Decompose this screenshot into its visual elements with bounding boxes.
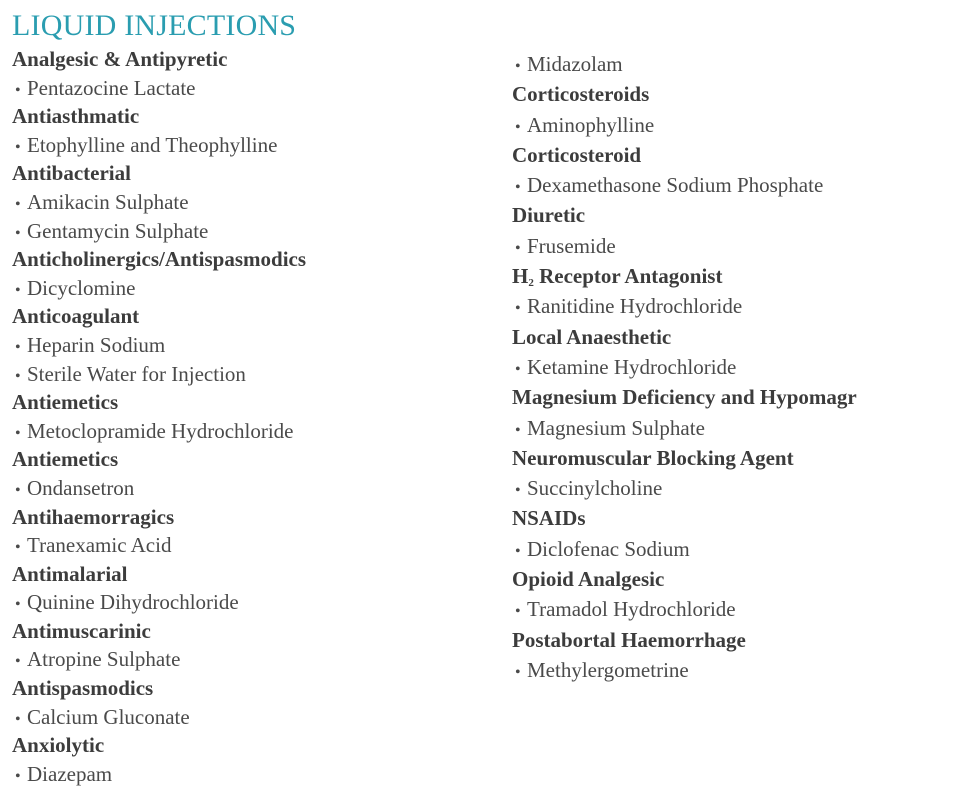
drug-name: Amikacin Sulphate xyxy=(27,189,189,214)
category-heading xyxy=(512,625,872,655)
heading-text: Anticholinergics/Antispasmodics xyxy=(12,247,307,272)
drug-list-item xyxy=(12,531,462,560)
drug-name: Pentazocine Lactate xyxy=(27,75,196,100)
drug-name: Sterile Water for Injection xyxy=(27,361,246,386)
drug-list-item xyxy=(512,49,872,79)
drug-list-item xyxy=(512,170,872,200)
heading-text: Antiemetics xyxy=(12,447,119,472)
drug-name: Aminophylline xyxy=(527,112,655,137)
category-heading xyxy=(12,674,462,703)
category-heading xyxy=(12,45,462,74)
heading-text: Local Anaesthetic xyxy=(512,324,672,349)
bullet-icon: • xyxy=(515,239,521,257)
drug-name: Magnesium Sulphate xyxy=(527,415,705,440)
bullet-icon: • xyxy=(15,195,21,213)
drug-name: Ketamine Hydrochloride xyxy=(527,354,737,379)
drug-name: Metoclopramide Hydrochloride xyxy=(27,418,294,443)
bullet-icon: • xyxy=(15,338,21,356)
bullet-icon: • xyxy=(515,482,521,500)
bullet-icon: • xyxy=(515,118,521,136)
category-heading xyxy=(12,731,462,760)
heading-text: Analgesic & Antipyretic xyxy=(12,47,228,71)
heading-text: Postabortal Haemorrhage xyxy=(512,627,746,652)
drug-list-item xyxy=(12,188,462,217)
drug-name: Ranitidine Hydrochloride xyxy=(527,294,743,319)
left-column xyxy=(12,45,462,788)
bullet-icon: • xyxy=(15,367,21,385)
heading-text: Neuromuscular Blocking Agent xyxy=(512,445,794,470)
category-heading xyxy=(12,388,462,417)
category-heading xyxy=(12,617,462,646)
heading-text: Corticosteroid xyxy=(512,142,642,167)
drug-name: Ondansetron xyxy=(27,475,135,500)
drug-list-item xyxy=(512,534,872,564)
bullet-icon: • xyxy=(15,539,21,557)
drug-name: Gentamycin Sulphate xyxy=(27,218,209,243)
drug-name: Atropine Sulphate xyxy=(27,647,181,672)
category-heading xyxy=(12,159,462,188)
drug-list-item xyxy=(512,110,872,140)
category-heading xyxy=(12,302,462,331)
drug-list-item xyxy=(12,331,462,360)
drug-list-item xyxy=(12,274,462,303)
drug-list-item xyxy=(12,645,462,674)
heading-text: Antimuscarinic xyxy=(12,618,151,643)
heading-suffix: Receptor Antagonist xyxy=(533,264,723,289)
category-heading xyxy=(512,382,872,412)
drug-name: Heparin Sodium xyxy=(27,332,166,357)
heading-text: Antispasmodics xyxy=(12,676,154,701)
drug-list-item xyxy=(12,760,462,789)
page-title: LIQUID INJECTIONS xyxy=(12,9,297,42)
category-heading xyxy=(512,79,872,109)
category-heading xyxy=(12,445,462,474)
drug-list-item xyxy=(12,417,462,446)
category-heading xyxy=(512,322,872,352)
drug-name: Midazolam xyxy=(527,52,623,76)
bullet-icon: • xyxy=(15,596,21,614)
bullet-icon: • xyxy=(515,360,521,378)
heading-text: Diuretic xyxy=(512,203,586,228)
heading-text: Corticosteroids xyxy=(512,82,650,107)
heading-text: Antihaemorragics xyxy=(12,504,175,529)
category-heading xyxy=(512,503,872,533)
drug-list-item xyxy=(12,474,462,503)
drug-list-item xyxy=(12,131,462,160)
heading-subscript: 2 xyxy=(528,277,534,290)
bullet-icon: • xyxy=(15,424,21,442)
drug-name: Calcium Gluconate xyxy=(27,704,190,729)
drug-list-item xyxy=(512,231,872,261)
bullet-icon: • xyxy=(515,300,521,318)
drug-name: Dicyclomine xyxy=(27,275,136,300)
drug-name: Tranexamic Acid xyxy=(27,533,172,558)
bullet-icon: • xyxy=(515,542,521,560)
heading-text: Antiasthmatic xyxy=(12,104,140,129)
drug-list-item xyxy=(512,291,872,321)
bullet-icon: • xyxy=(15,767,21,785)
bullet-icon: • xyxy=(515,603,521,621)
category-heading xyxy=(12,102,462,131)
category-heading xyxy=(12,245,462,274)
drug-name: Succinylcholine xyxy=(527,476,663,501)
category-heading xyxy=(512,261,872,291)
category-heading xyxy=(12,503,462,532)
bullet-icon: • xyxy=(15,281,21,299)
heading-text: Antibacterial xyxy=(12,161,131,186)
drug-name: Tramadol Hydrochloride xyxy=(527,597,736,622)
drug-name: Diazepam xyxy=(27,761,113,786)
category-heading xyxy=(12,560,462,589)
category-heading xyxy=(512,564,872,594)
heading-text: NSAIDs xyxy=(512,506,586,531)
category-heading xyxy=(512,443,872,473)
heading-text: Anticoagulant xyxy=(12,304,140,329)
heading-text: Opioid Analgesic xyxy=(512,567,665,592)
category-heading xyxy=(512,140,872,170)
drug-list-item xyxy=(512,413,872,443)
drug-name: Quinine Dihydrochloride xyxy=(27,590,239,615)
drug-list-item xyxy=(512,655,872,685)
bullet-icon: • xyxy=(515,421,521,439)
heading-text: Antimalarial xyxy=(12,561,128,586)
bullet-icon: • xyxy=(15,653,21,671)
drug-name: Etophylline and Theophylline xyxy=(27,132,278,157)
drug-list-item xyxy=(512,352,872,382)
heading-text: Magnesium Deficiency and Hypomagr xyxy=(512,385,857,410)
drug-name: Frusemide xyxy=(527,233,616,258)
heading-text: H xyxy=(512,264,529,289)
bullet-icon: • xyxy=(15,224,21,242)
drug-list-item xyxy=(512,473,872,503)
drug-list-item xyxy=(12,588,462,617)
bullet-icon: • xyxy=(515,58,521,75)
drug-name: Methylergometrine xyxy=(527,657,689,682)
category-heading xyxy=(512,200,872,230)
drug-list-item xyxy=(12,217,462,246)
drug-list-item xyxy=(12,360,462,389)
bullet-icon: • xyxy=(15,81,21,99)
heading-text: Anxiolytic xyxy=(12,733,105,758)
drug-name: Dexamethasone Sodium Phosphate xyxy=(527,173,824,198)
bullet-icon: • xyxy=(15,138,21,156)
drug-list-item xyxy=(12,703,462,732)
drug-list-item xyxy=(512,594,872,624)
bullet-icon: • xyxy=(515,179,521,197)
heading-text: Antiemetics xyxy=(12,390,119,415)
bullet-icon: • xyxy=(515,663,521,681)
bullet-icon: • xyxy=(15,481,21,499)
drug-list-item xyxy=(12,74,462,103)
drug-name: Diclofenac Sodium xyxy=(527,536,690,561)
bullet-icon: • xyxy=(15,710,21,728)
right-column xyxy=(512,49,872,685)
